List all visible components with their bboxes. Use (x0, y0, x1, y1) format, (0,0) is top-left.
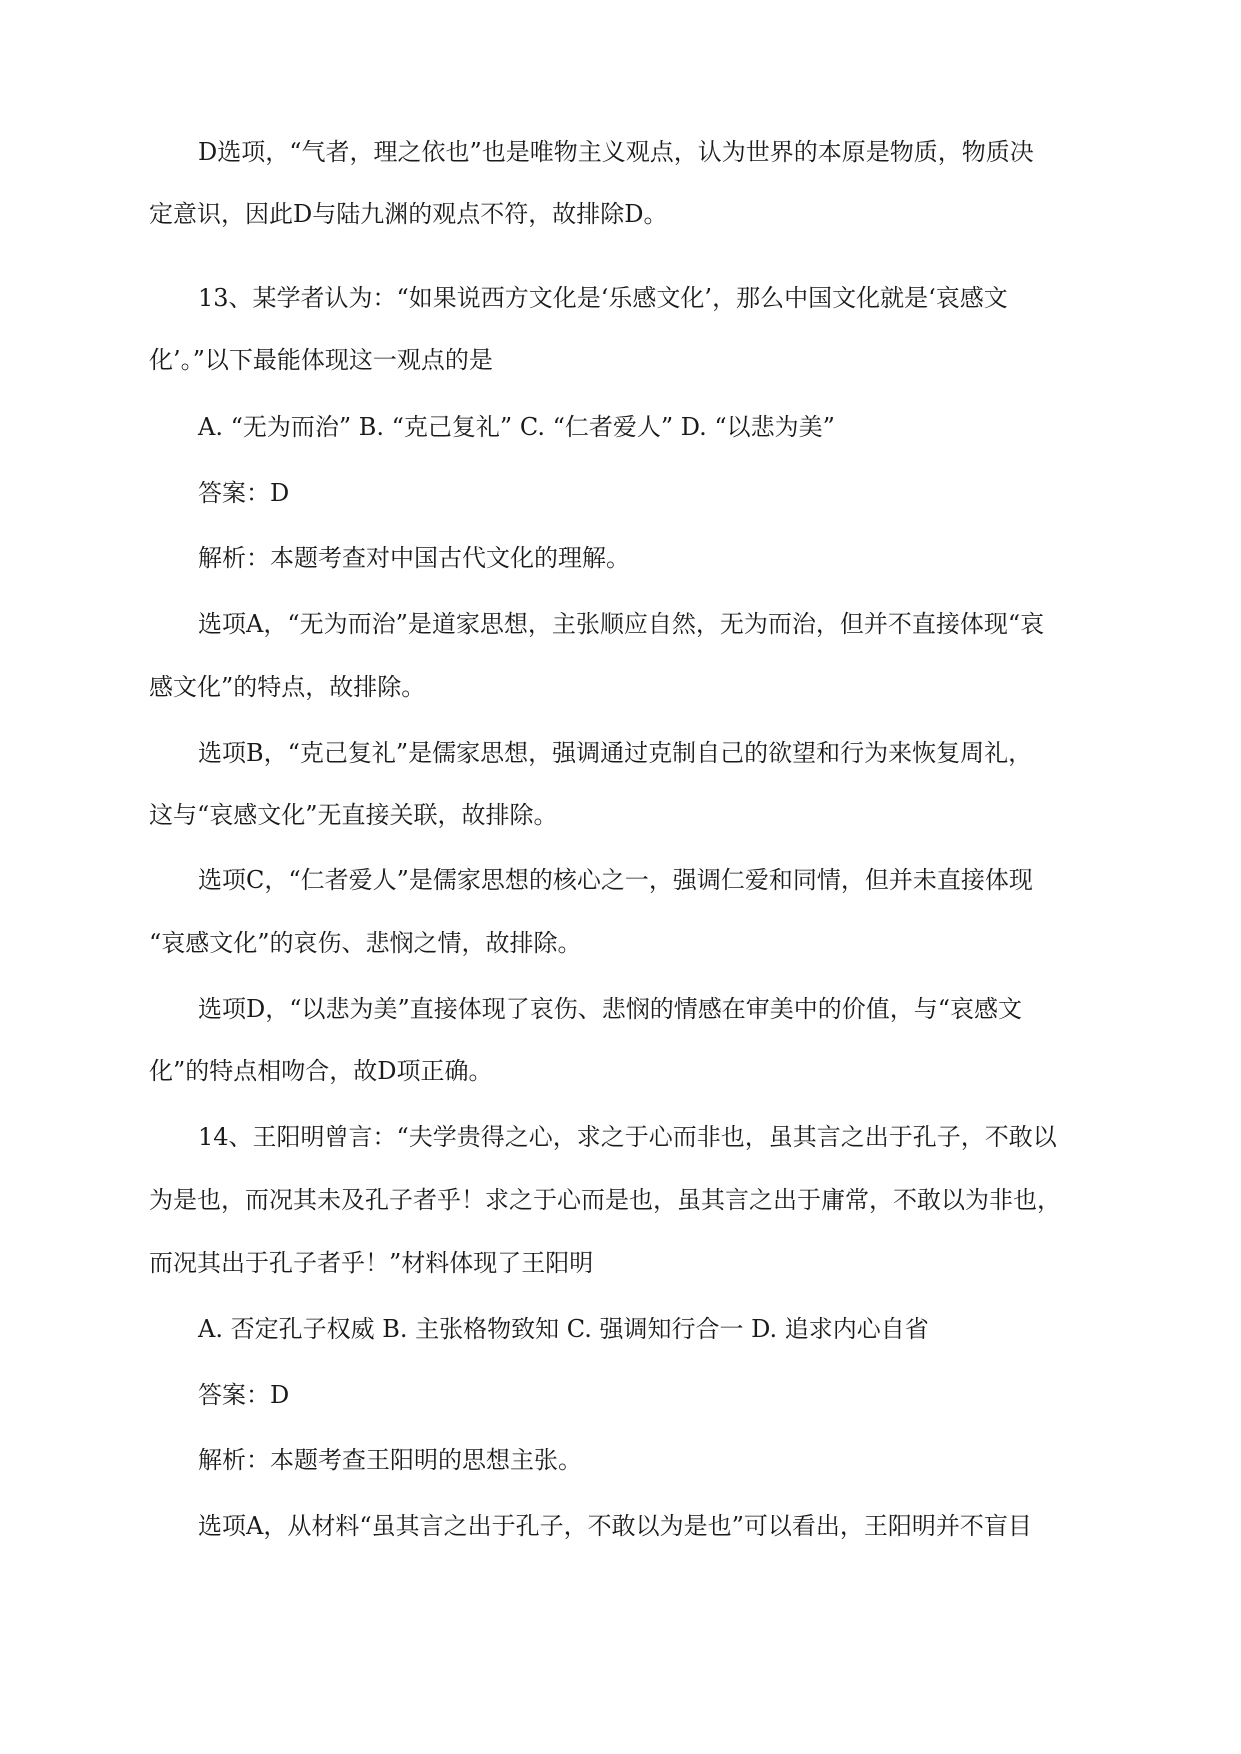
text-line: 化”的特点相吻合，故D项正确。 (149, 1057, 493, 1085)
question-14-stem: 而况其出于孔子者乎！”材料体现了王阳明 (149, 1249, 594, 1277)
question-14-stem: 14、王阳明曾言：“夫学贵得之心，求之于心而非也，虽其言之出于孔子，不敢以 (198, 1123, 1057, 1151)
text-line: “哀感文化”的哀伤、悲悯之情，故排除。 (149, 929, 582, 957)
text-line: D选项，“气者，理之依也”也是唯物主义观点，认为世界的本原是物质，物质决 (198, 138, 1034, 166)
text-line: 选项D，“以悲为美”直接体现了哀伤、悲悯的情感在审美中的价值，与“哀感文 (198, 995, 1023, 1023)
question-13-options: A. “无为而治” B. “克己复礼” C. “仁者爱人” D. “以悲为美” (198, 413, 835, 441)
question-14-options: A. 否定孔子权威 B. 主张格物致知 C. 强调知行合一 D. 追求内心自省 (198, 1315, 929, 1343)
text-line: 定意识，因此D与陆九渊的观点不符，故排除D。 (149, 200, 668, 228)
text-line: 选项B，“克己复礼”是儒家思想，强调通过克制自己的欲望和行为来恢复周礼， (198, 739, 1033, 767)
text-line: 这与“哀感文化”无直接关联，故排除。 (149, 801, 558, 829)
text-line: 选项C，“仁者爱人”是儒家思想的核心之一，强调仁爱和同情，但并未直接体现 (198, 866, 1033, 894)
question-13-answer: 答案：D (198, 479, 290, 507)
question-14-stem: 为是也，而况其未及孔子者乎！求之于心而是也，虽其言之出于庸常，不敢以为非也， (149, 1186, 1061, 1214)
question-13-stem: 13、某学者认为：“如果说西方文化是‘乐感文化’，那么中国文化就是‘哀感文 (198, 284, 1008, 312)
text-line: 感文化”的特点，故排除。 (149, 673, 426, 701)
question-14-answer: 答案：D (198, 1381, 290, 1409)
question-13-analysis: 解析：本题考查对中国古代文化的理解。 (198, 544, 630, 572)
question-13-stem: 化’。”以下最能体现这一观点的是 (149, 346, 493, 374)
text-line: 选项A，“无为而治”是道家思想，主张顺应自然，无为而治，但并不直接体现“哀 (198, 610, 1045, 638)
text-line: 选项A，从材料“虽其言之出于孔子，不敢以为是也”可以看出，王阳明并不盲目 (198, 1512, 1032, 1540)
question-14-analysis: 解析：本题考查王阳明的思想主张。 (198, 1446, 582, 1474)
